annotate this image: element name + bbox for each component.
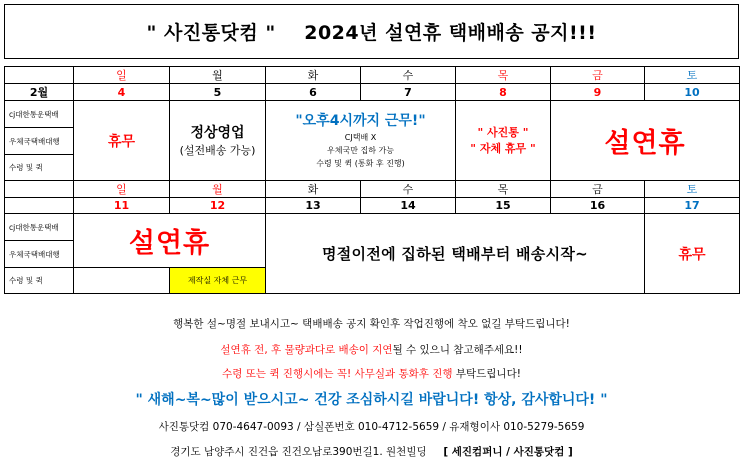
- date-17: 17: [645, 198, 740, 214]
- weekday-wed: 수: [361, 181, 456, 198]
- contact-numbers: 사진통닷컴 070-4647-0093 / 삼실폰번호 010-4712-5659 / 유재형이사 010-5279-5659: [158, 421, 585, 433]
- production-room-note: 제작실 자체 근무: [170, 268, 266, 294]
- date-row: [5, 84, 740, 101]
- shipping-start-message: 명절이전에 집하된 택배부터 배송시작~: [321, 245, 589, 263]
- service-label-post: 우체국택배대행: [5, 241, 74, 268]
- service-label-post: 우체국택배대행: [5, 128, 74, 155]
- holiday-cell-week2: [74, 214, 266, 268]
- date-10: 10: [645, 84, 740, 101]
- weekday-tue: 화: [266, 181, 361, 198]
- service-label-cj: cj대한통운택배: [5, 214, 74, 241]
- corner-cell: [5, 67, 74, 84]
- weekday-thu: 목: [456, 181, 551, 198]
- tue-wed-notice-cell: [266, 101, 456, 181]
- company-names: [ 세진컴퍼니 / 사진통닷컴 ]: [443, 446, 573, 458]
- weekday-mon: 월: [170, 181, 266, 198]
- weekday-sun: 일: [74, 181, 170, 198]
- notice-call-first: [0, 366, 743, 381]
- closed-label: 휴무: [678, 246, 706, 263]
- date-15: 15: [456, 198, 551, 214]
- date-13: 13: [266, 198, 361, 214]
- page-title: " 사진통닷컴 " 2024년 설연휴 택배배송 공지!!!: [4, 4, 739, 59]
- holiday-label: 설연휴: [604, 128, 686, 159]
- closed-label: 휴무: [107, 133, 136, 150]
- sun-closed-cell: [74, 101, 170, 181]
- date-8: 8: [456, 84, 551, 101]
- service-label-pickup: 수령 및 퀵: [5, 268, 74, 294]
- notice-greeting: 행복한 설~명절 보내시고~ 택배배송 공지 확인후 작업진행에 착오 없길 부탁드립니다!: [173, 318, 570, 330]
- date-row: [5, 198, 740, 214]
- empty-month-cell: [5, 198, 74, 214]
- date-5: 5: [170, 84, 266, 101]
- date-14: 14: [361, 198, 456, 214]
- holiday-label: 설연휴: [128, 228, 211, 259]
- weekday-tue: 화: [266, 67, 361, 84]
- holiday-calendar: [4, 66, 740, 294]
- pickup-quick-note: 수령 및 퀵 (통화 후 진행): [316, 158, 405, 168]
- cj-unavailable-note: CJ택배 X: [344, 132, 377, 142]
- date-12: 12: [170, 198, 266, 214]
- weekday-row: [5, 67, 740, 84]
- weekday-wed: 수: [361, 67, 456, 84]
- service-label-pickup: 수령 및 퀵: [5, 155, 74, 181]
- date-6: 6: [266, 84, 361, 101]
- weekday-fri: 금: [551, 67, 645, 84]
- weekday-sat: 토: [645, 181, 740, 198]
- notice-delay: [0, 342, 743, 357]
- weekday-fri: 금: [551, 181, 645, 198]
- new-year-greeting: " 새해~복~많이 받으시고~ 건강 조심하시길 바랍니다! 항상, 감사합니다! ": [135, 392, 608, 408]
- empty-sun-pickup-cell: [74, 268, 170, 294]
- pre-holiday-shipping-note: (설전배송 가능): [179, 143, 256, 157]
- company-address: [0, 444, 743, 459]
- thu-closed-cell: [456, 101, 551, 181]
- call-first-suffix: 부탁드립니다!: [452, 368, 521, 380]
- address-text: 경기도 남양주시 진건읍 진건오남로390번길1. 원천빌딩: [170, 446, 427, 458]
- call-first-warning: 수령 또는 퀵 진행시에는 꼭! 사무실과 통화후 진행: [222, 368, 453, 380]
- service-row: [5, 101, 740, 128]
- weekday-sun: 일: [74, 67, 170, 84]
- self-closure-label: " 자체 휴무 ": [470, 141, 536, 155]
- shipping-start-cell: [266, 214, 645, 294]
- work-until-4pm-label: "오후4시까지 근무!": [295, 112, 426, 129]
- service-label-cj: cj대한통운택배: [5, 101, 74, 128]
- weekday-sat: 토: [645, 67, 740, 84]
- weekday-row: [5, 181, 740, 198]
- date-16: 16: [551, 198, 645, 214]
- service-row: [5, 214, 740, 241]
- mon-normal-cell: [170, 101, 266, 181]
- date-7: 7: [361, 84, 456, 101]
- weekday-thu: 목: [456, 67, 551, 84]
- month-label: 2월: [5, 84, 74, 101]
- holiday-cell-week1: [551, 101, 740, 181]
- company-name-label: " 사진통 ": [477, 125, 529, 139]
- delay-warning-suffix: 될 수 있으니 참고해주세요!!: [392, 344, 523, 356]
- delay-warning: 설연휴 전, 후 물량과다로 배송이 지연: [220, 344, 393, 356]
- sat-closed-cell: [645, 214, 740, 294]
- post-office-only-note: 우체국만 집하 가능: [327, 145, 394, 155]
- date-4: 4: [74, 84, 170, 101]
- date-11: 11: [74, 198, 170, 214]
- weekday-mon: 월: [170, 67, 266, 84]
- normal-business-label: 정상영업: [190, 124, 245, 141]
- corner-cell: [5, 181, 74, 198]
- date-9: 9: [551, 84, 645, 101]
